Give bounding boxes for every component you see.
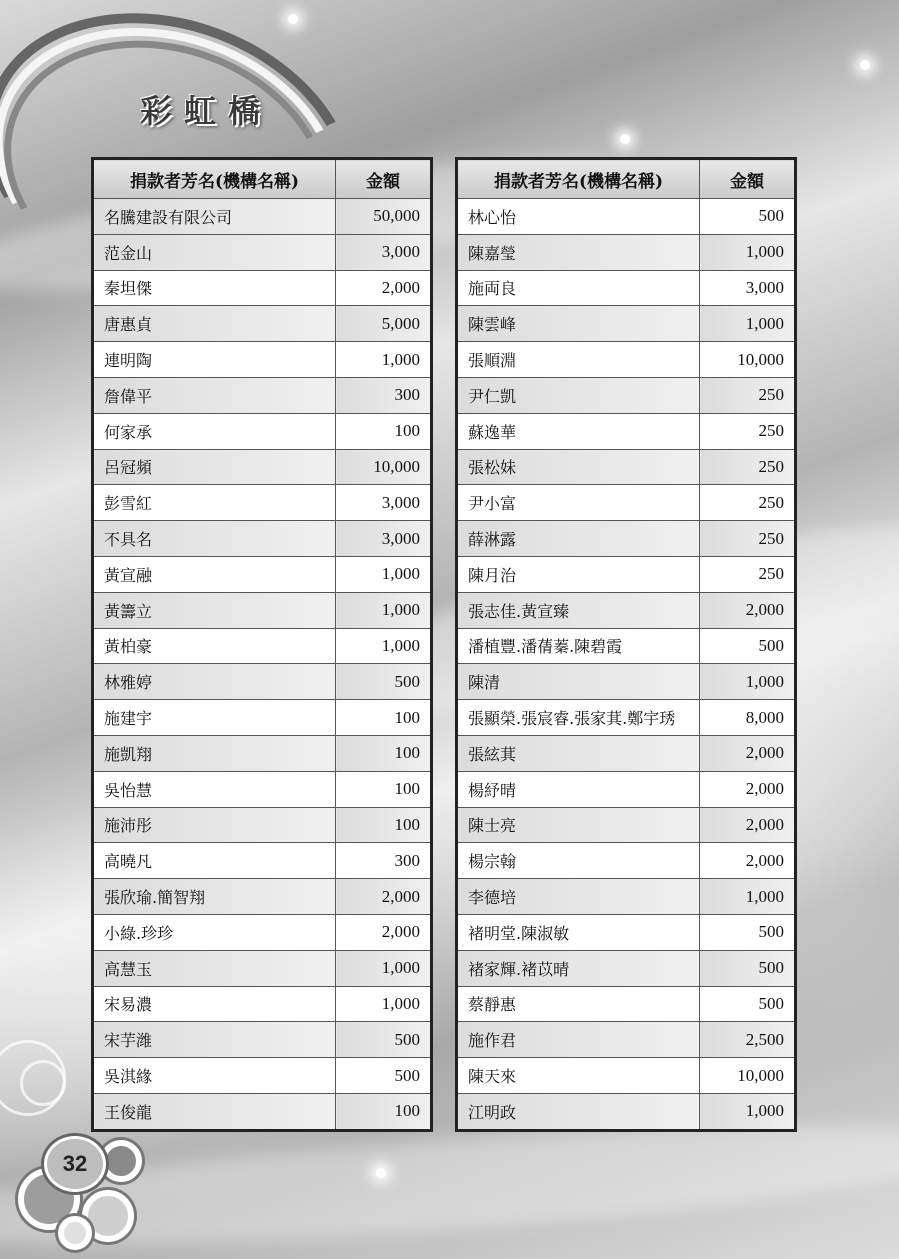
- table-row: [93, 1093, 432, 1130]
- table-row: [93, 735, 432, 771]
- donor-name: 張顯榮.張宸睿.張家萁.鄭宇琇: [457, 700, 700, 736]
- donation-amount: 8,000: [700, 700, 796, 736]
- donation-amount: 2,500: [700, 1022, 796, 1058]
- donation-amount: 10,000: [336, 449, 432, 485]
- donation-amount: 3,000: [336, 234, 432, 270]
- donation-amount: 1,000: [700, 879, 796, 915]
- donor-name: 名騰建設有限公司: [93, 199, 336, 235]
- donation-amount: 50,000: [336, 199, 432, 235]
- donor-name: 薛淋露: [457, 521, 700, 557]
- donation-amount: 500: [700, 950, 796, 986]
- donor-name: 張松妹: [457, 449, 700, 485]
- table-row: [93, 199, 432, 235]
- donation-amount: 1,000: [336, 628, 432, 664]
- table-row: [457, 556, 796, 592]
- donation-amount: 2,000: [336, 879, 432, 915]
- table-row: [457, 879, 796, 915]
- name-column-header: 捐款者芳名(機構名稱): [93, 159, 336, 199]
- donor-name: 高曉凡: [93, 843, 336, 879]
- donation-amount: 2,000: [700, 843, 796, 879]
- table-row: [93, 556, 432, 592]
- donor-name: 呂冠頻: [93, 449, 336, 485]
- donation-amount: 2,000: [336, 914, 432, 950]
- table-row: [93, 807, 432, 843]
- sparkle-icon: [620, 134, 630, 144]
- donation-amount: 300: [336, 843, 432, 879]
- donor-name: 施建宇: [93, 700, 336, 736]
- donor-name: 陳月治: [457, 556, 700, 592]
- table-row: [457, 807, 796, 843]
- donation-amount: 1,000: [336, 592, 432, 628]
- donor-name: 李德培: [457, 879, 700, 915]
- donor-name: 張志佳.黃宣臻: [457, 592, 700, 628]
- donation-amount: 100: [336, 735, 432, 771]
- donor-name: 陳雲峰: [457, 306, 700, 342]
- table-row: [457, 664, 796, 700]
- table-row: [93, 986, 432, 1022]
- donor-name: 宋芋潍: [93, 1022, 336, 1058]
- table-row: [457, 986, 796, 1022]
- donation-amount: 250: [700, 556, 796, 592]
- sparkle-icon: [376, 1168, 386, 1178]
- donation-amount: 250: [700, 377, 796, 413]
- donor-name: 蔡靜惠: [457, 986, 700, 1022]
- donor-name: 何家承: [93, 413, 336, 449]
- donor-name: 張絃萁: [457, 735, 700, 771]
- donor-name: 施凱翔: [93, 735, 336, 771]
- donation-amount: 5,000: [336, 306, 432, 342]
- table-row: [457, 413, 796, 449]
- donation-amount: 2,000: [700, 807, 796, 843]
- donor-name: 宋易濃: [93, 986, 336, 1022]
- donor-table-left: [91, 157, 433, 1132]
- page-title: 彩虹橋: [140, 92, 273, 130]
- donor-name: 黃柏豪: [93, 628, 336, 664]
- donation-amount: 500: [700, 199, 796, 235]
- donor-name: 小綠.珍珍: [93, 914, 336, 950]
- table-row: [93, 664, 432, 700]
- donor-name: 褚明堂.陳淑敏: [457, 914, 700, 950]
- donation-amount: 2,000: [700, 592, 796, 628]
- donation-amount: 100: [336, 1093, 432, 1130]
- decorative-circle: [58, 1216, 92, 1250]
- donor-name: 唐惠貞: [93, 306, 336, 342]
- donation-amount: 500: [700, 914, 796, 950]
- table-row: [457, 1058, 796, 1094]
- donor-name: 施両良: [457, 270, 700, 306]
- table-row: [93, 413, 432, 449]
- donor-name: 林心怡: [457, 199, 700, 235]
- donation-amount: 2,000: [700, 735, 796, 771]
- table-row: [93, 377, 432, 413]
- donation-amount: 250: [700, 449, 796, 485]
- table-row: [93, 1022, 432, 1058]
- table-row: [457, 592, 796, 628]
- table-row: [457, 843, 796, 879]
- donor-name: 林雅婷: [93, 664, 336, 700]
- donor-name: 江明政: [457, 1093, 700, 1130]
- donation-amount: 1,000: [700, 664, 796, 700]
- donation-amount: 1,000: [700, 306, 796, 342]
- table-row: [93, 270, 432, 306]
- table-row: [457, 1022, 796, 1058]
- donor-name: 黃籌立: [93, 592, 336, 628]
- amount-column-header: 金額: [336, 159, 432, 199]
- donor-name: 吳怡慧: [93, 771, 336, 807]
- table-row: [457, 342, 796, 378]
- sparkle-icon: [288, 14, 298, 24]
- donation-amount: 100: [336, 700, 432, 736]
- table-row: [93, 485, 432, 521]
- donation-amount: 100: [336, 413, 432, 449]
- table-header-row: [457, 159, 796, 199]
- donor-name: 王俊龍: [93, 1093, 336, 1130]
- donation-amount: 500: [336, 664, 432, 700]
- donation-amount: 1,000: [700, 234, 796, 270]
- donation-amount: 300: [336, 377, 432, 413]
- table-row: [93, 342, 432, 378]
- decorative-circle: [100, 1140, 142, 1182]
- donor-name: 高慧玉: [93, 950, 336, 986]
- donor-name: 連明陶: [93, 342, 336, 378]
- donor-table-right: [455, 157, 797, 1132]
- donor-name: 尹仁凱: [457, 377, 700, 413]
- donation-amount: 1,000: [336, 986, 432, 1022]
- donation-amount: 500: [336, 1058, 432, 1094]
- donor-name: 陳士亮: [457, 807, 700, 843]
- table-row: [93, 771, 432, 807]
- table-row: [93, 592, 432, 628]
- donor-name: 張順淵: [457, 342, 700, 378]
- table-row: [93, 234, 432, 270]
- donation-amount: 250: [700, 521, 796, 557]
- table-row: [93, 700, 432, 736]
- donor-name: 潘植豐.潘蒨蓁.陳碧霞: [457, 628, 700, 664]
- donation-amount: 500: [700, 628, 796, 664]
- table-row: [457, 771, 796, 807]
- table-row: [457, 306, 796, 342]
- table-row: [93, 628, 432, 664]
- donation-amount: 100: [336, 771, 432, 807]
- table-row: [93, 950, 432, 986]
- table-row: [457, 234, 796, 270]
- table-row: [93, 843, 432, 879]
- sparkle-icon: [860, 60, 870, 70]
- donation-amount: 100: [336, 807, 432, 843]
- donation-amount: 1,000: [336, 342, 432, 378]
- donor-name: 楊宗翰: [457, 843, 700, 879]
- donor-name: 吳淇緣: [93, 1058, 336, 1094]
- donor-name: 范金山: [93, 234, 336, 270]
- donation-amount: 1,000: [336, 556, 432, 592]
- donor-list-left: [93, 199, 432, 1131]
- table-row: [457, 270, 796, 306]
- donor-name: 彭雪紅: [93, 485, 336, 521]
- donor-name: 張欣瑜.簡智翔: [93, 879, 336, 915]
- donor-name: 褚家輝.褚苡晴: [457, 950, 700, 986]
- table-row: [457, 521, 796, 557]
- table-row: [457, 449, 796, 485]
- donor-name: 施作君: [457, 1022, 700, 1058]
- donor-name: 秦坦傑: [93, 270, 336, 306]
- donation-amount: 2,000: [700, 771, 796, 807]
- table-row: [93, 449, 432, 485]
- donation-amount: 1,000: [700, 1093, 796, 1130]
- donor-name: 蘇逸華: [457, 413, 700, 449]
- amount-column-header: 金額: [700, 159, 796, 199]
- table-row: [93, 914, 432, 950]
- decorative-swirl: [20, 1060, 66, 1106]
- donation-amount: 500: [336, 1022, 432, 1058]
- donor-list-right: [457, 199, 796, 1131]
- table-header-row: [93, 159, 432, 199]
- table-row: [93, 521, 432, 557]
- table-row: [93, 306, 432, 342]
- table-row: [457, 735, 796, 771]
- table-row: [457, 485, 796, 521]
- donor-name: 尹小富: [457, 485, 700, 521]
- donation-amount: 250: [700, 485, 796, 521]
- donor-name: 詹偉平: [93, 377, 336, 413]
- donor-name: 陳清: [457, 664, 700, 700]
- table-row: [457, 950, 796, 986]
- donor-name: 黃宣融: [93, 556, 336, 592]
- donor-name: 施沛彤: [93, 807, 336, 843]
- donation-amount: 2,000: [336, 270, 432, 306]
- donor-name: 不具名: [93, 521, 336, 557]
- table-row: [457, 700, 796, 736]
- donation-amount: 1,000: [336, 950, 432, 986]
- donation-amount: 3,000: [336, 521, 432, 557]
- donation-amount: 250: [700, 413, 796, 449]
- name-column-header: 捐款者芳名(機構名稱): [457, 159, 700, 199]
- table-row: [457, 1093, 796, 1130]
- donation-amount: 500: [700, 986, 796, 1022]
- donor-name: 楊紓晴: [457, 771, 700, 807]
- table-row: [457, 914, 796, 950]
- page-number: 32: [44, 1136, 106, 1192]
- table-row: [457, 628, 796, 664]
- donation-amount: 3,000: [700, 270, 796, 306]
- table-row: [457, 377, 796, 413]
- table-row: [93, 1058, 432, 1094]
- donor-name: 陳天來: [457, 1058, 700, 1094]
- table-row: [457, 199, 796, 235]
- donor-name: 陳嘉瑩: [457, 234, 700, 270]
- donation-amount: 3,000: [336, 485, 432, 521]
- donation-amount: 10,000: [700, 342, 796, 378]
- table-row: [93, 879, 432, 915]
- donation-amount: 10,000: [700, 1058, 796, 1094]
